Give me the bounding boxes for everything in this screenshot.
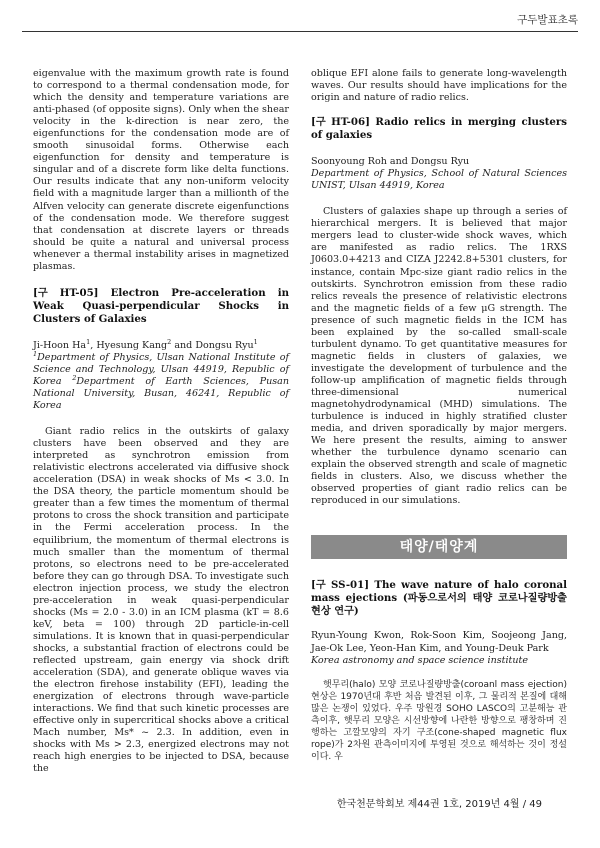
affiliation-ss01: Korea astronomy and space science institute	[311, 654, 528, 666]
authors-ht05	[33, 337, 289, 352]
author-sup: 2	[167, 337, 172, 346]
abstract-title-ht06: [구 HT-06] Radio relics in merging clusters of galaxies	[311, 116, 567, 142]
abstract-title-ss01: [구 SS-01] The wave nature of halo coronal mass ejections (파동으로서의 태양 코로나질량방출 현상 연구)	[311, 579, 567, 618]
abstract-title-ht05: [구 HT-05] Electron Pre-acceleration in Weak Quasi-perpendicular Shocks in Clusters of Galaxies	[33, 286, 289, 325]
affil-text: Department of Earth Sciences, Pusan National University, Busan, 46241, Republic of Korea	[33, 375, 289, 412]
authors-ss01: Ryun-Young Kwon, Rok-Soon Kim, Soojeong Jang, Jae-Ok Lee, Yeon-Han Kim, and Young-Deuk Park	[311, 630, 567, 654]
section-banner: 태양/태양계	[311, 535, 567, 559]
affil-sup: 2	[72, 373, 77, 382]
authors-ht06: Soonyoung Roh and Dongsu Ryu	[311, 156, 470, 168]
continued-abstract-right: oblique EFI alone fails to generate long-wavelength waves. Our results should have implications for the origin and nature of radio relics.	[311, 68, 567, 104]
author-sup: 1	[86, 337, 91, 346]
continued-abstract: eigenvalue with the maximum growth rate is found to correspond to a thermal condensation mode, for which the density and temperature variations are anti-phased (of opposite signs). Only when the shear velocity in the k-direction is near zero, the eigenfunctions for the condensation mode are of smooth sinusoidal forms. Otherwise each eigenfunction for density and temperature is singular and of a discrete form like delta functions. Our results indicate that any non-uniform velocity field with a magnitude larger than a millionth of the Alfven velocity can generate discrete eigenfunctions of the condensation mode. We therefore suggest that condensation at discrete layers or threads should be quite a natural and universal process whenever a thermal instability arises in magnetized plasmas.	[33, 68, 289, 272]
left-column	[33, 68, 289, 775]
affil-sup: 1	[33, 349, 38, 358]
author-name: , Hyesung Kang	[90, 339, 168, 351]
page-footer: 한국천문학회보 제44권 1호, 2019년 4월 / 49	[336, 799, 542, 810]
affiliation-ht06: Department of Physics, School of Natural Sciences UNIST, Ulsan 44919, Korea	[311, 168, 567, 192]
abstract-body-ht05: Giant radio relics in the outskirts of galaxy clusters have been observed and they are interpreted as synchrotron emission from relativistic electrons accelerated via diffusive shock acceleration (DSA) in weak shocks of Ms < 3.0. In the DSA theory, the particle momentum should be greater than a few times the momentum of thermal protons to cross the shock transition and participate in the Fermi acceleration process. In the equilibrium, the momentum of thermal electrons is much smaller than the momentum of thermal protons, so electrons need to be pre-accelerated before they can go through DSA. To investigate such electron injection process, we study the electron pre-acceleration in weak quasi-perpendicular shocks (Ms = 2.0 - 3.0) in an ICM plasma (kT = 8.6 keV, beta = 100) through 2D particle-in-cell simulations. It is known that in quasi-perpendicular shocks, a substantial fraction of electrons could be reflected upstream, gain energy via shock drift acceleration (SDA), and generate oblique waves via the electron firehose instability (EFI), leading the energization of electrons through wave-particle interactions. We find that such kinetic processes are effective only in supercritical shocks above a critical Mach number, Ms* ~ 2.3. In addition, even in shocks with Ms > 2.3, energized electrons may not reach high energies to be injected to DSA, because the	[33, 426, 289, 775]
author-sup: 1	[253, 337, 258, 346]
author-name: and Dongsu Ryu	[171, 339, 254, 351]
affiliation-ht05	[33, 349, 289, 412]
running-header: 구두발표초록	[517, 14, 578, 26]
affil-text: Department of Physics, Ulsan National Institute of Science and Technology, Ulsan 44919, Republic of Korea	[33, 351, 289, 387]
author-name: Ji-Hoon Ha	[33, 339, 87, 351]
header-rule	[22, 31, 578, 32]
right-column	[311, 68, 567, 763]
abstract-body-ss01: 햇무리(halo) 모양 코로나질량방출(coroanl mass ejection) 현상은 1970년대 후반 처음 발견된 이후, 그 물리적 본질에 대해 많은 논쟁이 있었다. 우주 망원경 SOHO LASCO의 고분해능 관측이후, 햇무리 모양은 시선방향에 나란한 방향으로 팽창하며 진행하는 고깔모양의 자기 구조(cone-shaped magnetic flux rope)가 2차원 관측이미지에 투영된 것으로 해석하는 것이 정설이다. 우	[311, 679, 567, 763]
abstract-body-ht06: Clusters of galaxies shape up through a series of hierarchical mergers. It is believed that major mergers lead to cluster-wide shock waves, which are manifested as radio relics. The 1RXS J0603.0+4213 and CIZA J2242.8+5301 clusters, for instance, contain Mpc-size giant radio relics in the outskirts. Synchrotron emission from these radio relics reveals the presence of relativistic electrons and the magnetic fields of a few μG strength. The presence of such magnetic fields in the ICM has been explained by the so-called small-scale turbulent dynamo. To get quantitative measures for magnetic fields in clusters of galaxies, we investigate the development of turbulence and the follow-up amplification of magnetic fields through three-dimensional numerical magnetohydrodynamical (MHD) simulations. The turbulence is induced in highly stratified cluster media, and driven sporadically by major mergers. We here present the results, aiming to answer whether the turbulence dynamo scenario can explain the observed strength and scale of magnetic fields in clusters. Also, we discuss whether the observed properties of giant radio relics can be reproduced in our simulations.	[311, 206, 567, 507]
